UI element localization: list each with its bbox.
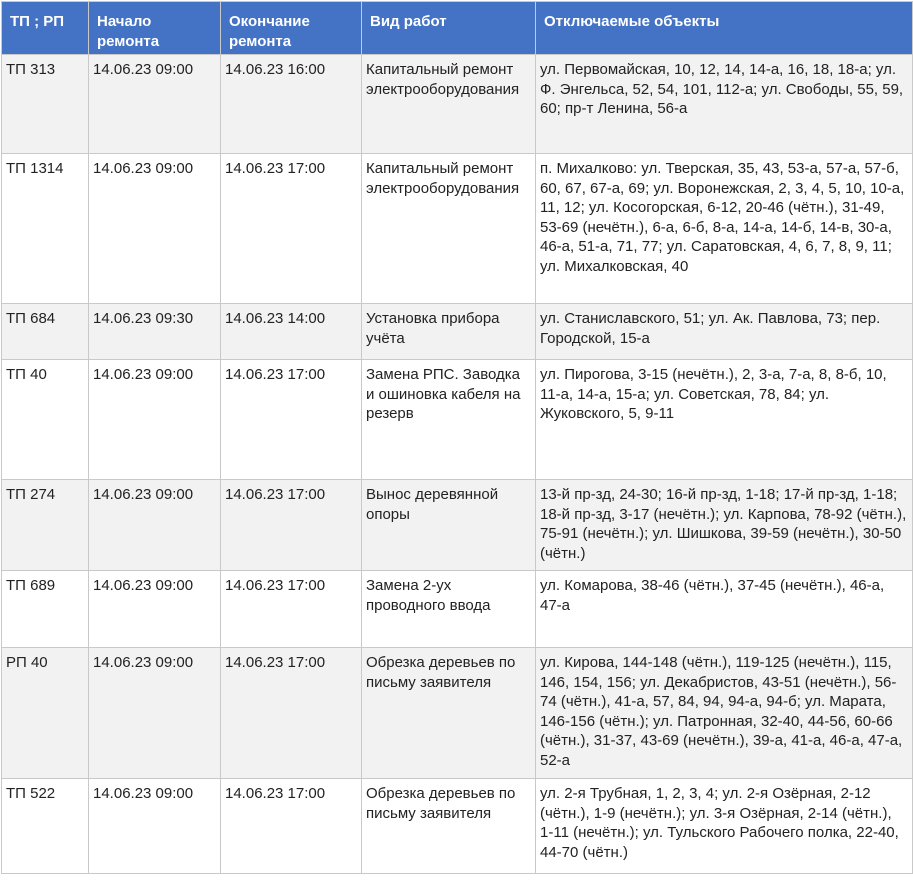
cell-work: Установка прибора учёта <box>362 304 536 360</box>
cell-objects: ул. Первомайская, 10, 12, 14, 14-а, 16, 18, 18-а; ул. Ф. Энгельса, 52, 54, 101, 112-а; ул. Свободы, 55, 59, 60; пр-т Ленина, 56-а <box>536 55 913 154</box>
cell-tp: РП 40 <box>2 648 89 779</box>
header-tp: ТП ; РП <box>2 2 89 55</box>
cell-tp: ТП 313 <box>2 55 89 154</box>
table-body <box>2 55 913 874</box>
cell-work: Обрезка деревьев по письму заявителя <box>362 648 536 779</box>
cell-end: 14.06.23 17:00 <box>221 779 362 874</box>
table-header <box>2 2 913 55</box>
table-row <box>2 779 913 874</box>
outage-table <box>1 1 913 874</box>
cell-start: 14.06.23 09:00 <box>89 360 221 480</box>
cell-objects: ул. Комарова, 38-46 (чётн.), 37-45 (нечётн.), 46-а, 47-а <box>536 571 913 648</box>
header-start: Начало ремонта <box>89 2 221 55</box>
header-end: Окончание ремонта <box>221 2 362 55</box>
cell-end: 14.06.23 16:00 <box>221 55 362 154</box>
cell-work: Вынос деревянной опоры <box>362 480 536 571</box>
cell-work: Замена РПС. Заводка и ошиновка кабеля на резерв <box>362 360 536 480</box>
table-row <box>2 480 913 571</box>
table-row <box>2 154 913 304</box>
cell-start: 14.06.23 09:00 <box>89 648 221 779</box>
cell-objects: ул. 2-я Трубная, 1, 2, 3, 4; ул. 2-я Озёрная, 2-12 (чётн.), 1-9 (нечётн.); ул. 3-я Озёрная, 2-14 (чётн.), 1-11 (нечётн.); ул. Тульского Рабочего полка, 22-40, 44-70 (чётн.) <box>536 779 913 874</box>
cell-end: 14.06.23 17:00 <box>221 360 362 480</box>
cell-work: Капитальный ремонт электрооборудования <box>362 55 536 154</box>
cell-start: 14.06.23 09:00 <box>89 779 221 874</box>
cell-objects: ул. Станиславского, 51; ул. Ак. Павлова, 73; пер. Городской, 15-а <box>536 304 913 360</box>
cell-tp: ТП 522 <box>2 779 89 874</box>
table-row <box>2 304 913 360</box>
cell-work: Обрезка деревьев по письму заявителя <box>362 779 536 874</box>
cell-start: 14.06.23 09:00 <box>89 571 221 648</box>
cell-tp: ТП 684 <box>2 304 89 360</box>
cell-end: 14.06.23 17:00 <box>221 480 362 571</box>
cell-end: 14.06.23 17:00 <box>221 648 362 779</box>
table-row <box>2 648 913 779</box>
cell-end: 14.06.23 17:00 <box>221 571 362 648</box>
cell-end: 14.06.23 14:00 <box>221 304 362 360</box>
cell-objects: ул. Пирогова, 3-15 (нечётн.), 2, 3-а, 7-а, 8, 8-б, 10, 11-а, 14-а, 15-а; ул. Советская, 78, 84; ул. Жуковского, 5, 9-11 <box>536 360 913 480</box>
table-row <box>2 571 913 648</box>
table-row <box>2 360 913 480</box>
header-objects: Отключаемые объекты <box>536 2 913 55</box>
cell-objects: ул. Кирова, 144-148 (чётн.), 119-125 (нечётн.), 115, 146, 154, 156; ул. Декабристов, 43-51 (нечётн.), 56-74 (чётн.), 41-а, 57, 84, 94, 94-а, 94-б; ул. Марата, 146-156 (чётн.); ул. Патронная, 32-40, 44-56, 60-66 (чётн.), 31-37, 43-69 (нечётн.), 39-а, 41-а, 46-а, 47-а, 52-а <box>536 648 913 779</box>
cell-tp: ТП 689 <box>2 571 89 648</box>
table-row <box>2 55 913 154</box>
cell-work: Замена 2-ух проводного ввода <box>362 571 536 648</box>
cell-start: 14.06.23 09:00 <box>89 55 221 154</box>
cell-work: Капитальный ремонт электрооборудования <box>362 154 536 304</box>
cell-start: 14.06.23 09:00 <box>89 480 221 571</box>
header-row <box>2 2 913 55</box>
cell-tp: ТП 1314 <box>2 154 89 304</box>
header-work: Вид работ <box>362 2 536 55</box>
cell-objects: 13-й пр-зд, 24-30; 16-й пр-зд, 1-18; 17-й пр-зд, 1-18; 18-й пр-зд, 3-17 (нечётн.); ул. Карпова, 78-92 (чётн.), 75-91 (нечётн.); ул. Шишкова, 39-59 (нечётн.), 30-50 (чётн.) <box>536 480 913 571</box>
cell-tp: ТП 40 <box>2 360 89 480</box>
cell-end: 14.06.23 17:00 <box>221 154 362 304</box>
cell-objects: п. Михалково: ул. Тверская, 35, 43, 53-а, 57-а, 57-б, 60, 67, 67-а, 69; ул. Воронежская, 2, 3, 4, 5, 10, 10-а, 11, 12; ул. Косогорская, 6-12, 20-46 (чётн.), 31-49, 53-69 (нечётн.), 6-а, 6-б, 8-а, 14-а, 14-б, 14-в, 30-а, 46-а, 51-а, 71, 77; ул. Саратовская, 4, 6, 7, 8, 9, 11; ул. Михалковская, 40 <box>536 154 913 304</box>
cell-tp: ТП 274 <box>2 480 89 571</box>
cell-start: 14.06.23 09:30 <box>89 304 221 360</box>
cell-start: 14.06.23 09:00 <box>89 154 221 304</box>
